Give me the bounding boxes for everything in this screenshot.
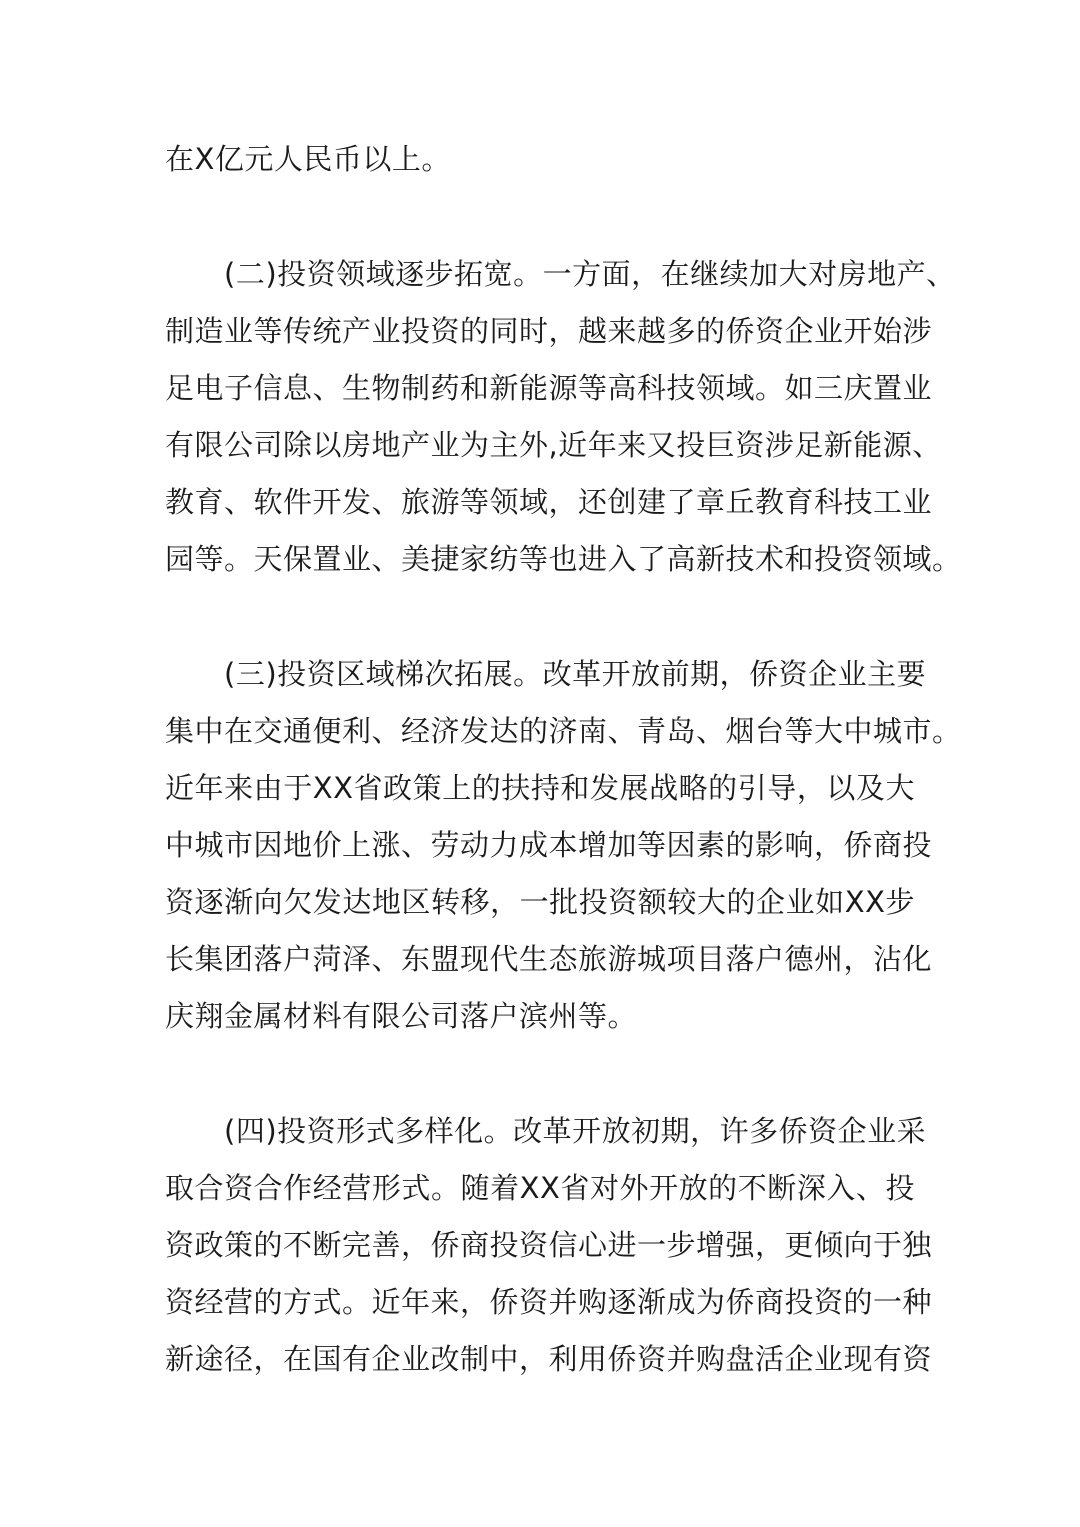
text-line: 新途径，在国有企业改制中，利用侨资并购盘活企业现有资 [165, 1342, 933, 1376]
text-line: 取合资合作经营形式。随着XX省对外开放的不断深入、投 [165, 1171, 915, 1205]
text-line: 在X亿元人民币以上。 [165, 142, 451, 176]
text-line: 近年来由于XX省政策上的扶持和发展战略的引导，以及大 [165, 771, 915, 805]
text-line: 园等。天保置业、美捷家纺等也进入了高新技术和投资领域。 [165, 542, 962, 576]
text-line: (二)投资领域逐步拓宽。一方面，在继续加大对房地产、 [165, 257, 956, 291]
text-line: 足电子信息、生物制药和新能源等高科技领域。如三庆置业 [165, 371, 933, 405]
text-line: 资政策的不断完善，侨商投资信心进一步增强，更倾向于独 [165, 1228, 933, 1262]
text-line: 庆翔金属材料有限公司落户滨州等。 [165, 999, 638, 1033]
text-line: 长集团落户菏泽、东盟现代生态旅游城项目落户德州，沾化 [165, 942, 933, 976]
text-line: 资经营的方式。近年来，侨资并购逐渐成为侨商投资的一种 [165, 1285, 933, 1319]
text-line: 制造业等传统产业投资的同时，越来越多的侨资企业开始涉 [165, 314, 933, 348]
paragraph-gap [165, 1045, 915, 1103]
text-line: 中城市因地价上涨、劳动力成本增加等因素的影响，侨商投 [165, 828, 933, 862]
text-line: 教育、软件开发、旅游等领域，还创建了章丘教育科技工业 [165, 485, 933, 519]
text-line: 有限公司除以房地产业为主外,近年来又投巨资涉足新能源、 [165, 428, 942, 462]
paragraph-gap [165, 188, 915, 246]
paragraph [165, 246, 962, 588]
paragraph [165, 646, 962, 1045]
paragraph [165, 131, 915, 188]
paragraph-gap [165, 588, 915, 646]
text-line: (四)投资形式多样化。改革开放初期，许多侨资企业采 [165, 1114, 927, 1148]
text-line: 资逐渐向欠发达地区转移，一批投资额较大的企业如XX步 [165, 885, 915, 919]
paragraph [165, 1103, 933, 1388]
text-line: (三)投资区域梯次拓展。改革开放前期，侨资企业主要 [165, 657, 927, 691]
text-line: 集中在交通便利、经济发达的济南、青岛、烟台等大中城市。 [165, 714, 962, 748]
document-page [165, 131, 962, 1388]
